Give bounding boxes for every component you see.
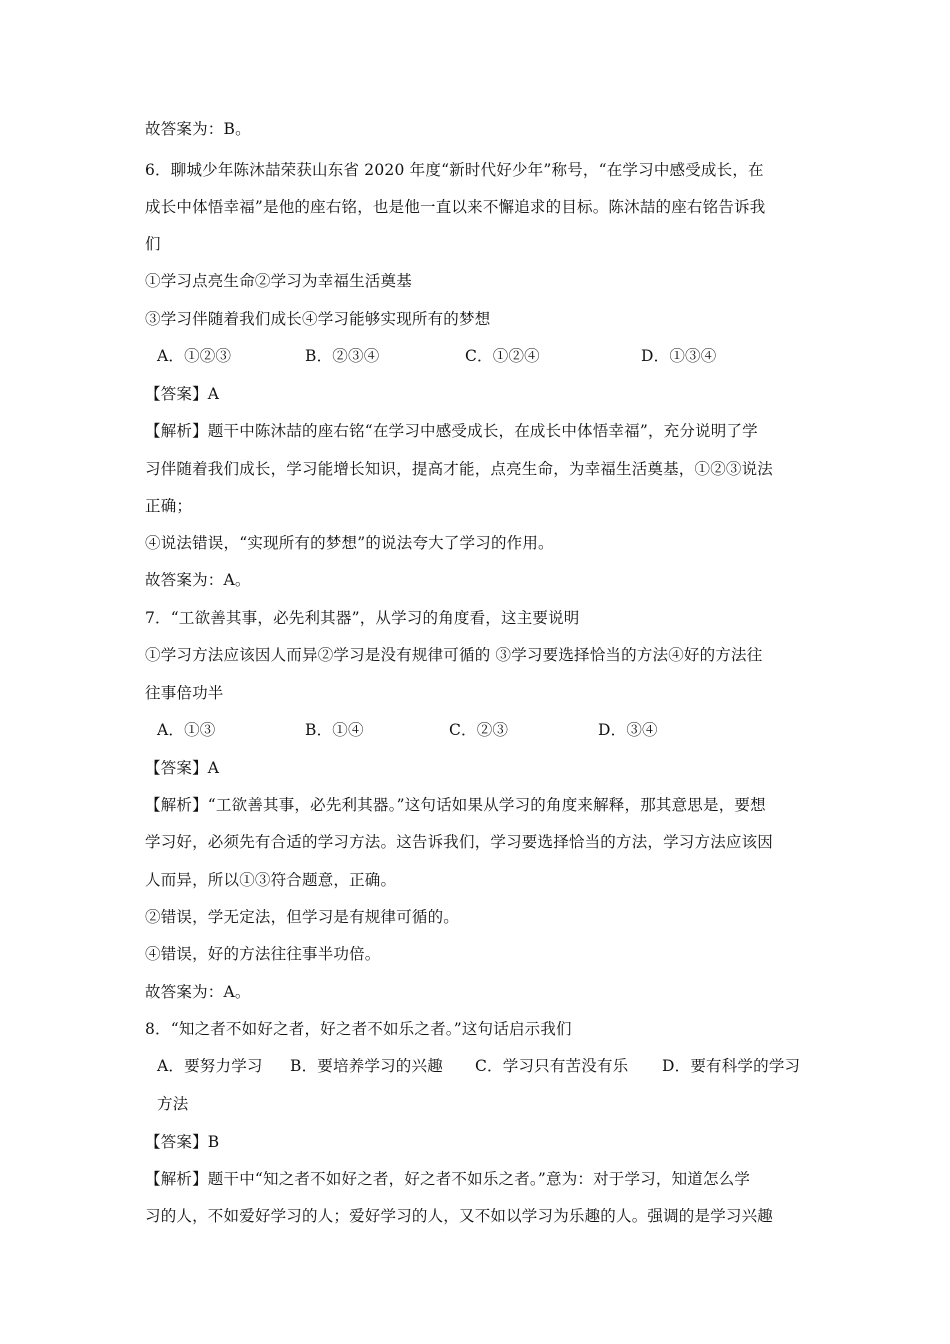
answer-conclusion-q7: 故答案为：A。: [145, 983, 251, 1001]
question-6-analysis-line-3: 正确；: [145, 497, 193, 515]
answer-conclusion-q5: 故答案为：B。: [145, 120, 251, 138]
question-7-option-b: B．①④: [305, 721, 364, 739]
question-6-statement-3-4: ③学习伴随着我们成长④学习能够实现所有的梦想: [145, 310, 491, 328]
question-8-analysis-line-1: 【解析】题干中“知之者不如好之者，好之者不如乐之者。”意为：对于学习，知道怎么学: [145, 1170, 751, 1188]
question-8-option-b: B．要培养学习的兴趣: [290, 1057, 443, 1075]
question-8-analysis-line-2: 习的人，不如爱好学习的人；爱好学习的人，又不如以学习为乐趣的人。强调的是学习兴趣: [145, 1207, 774, 1225]
question-6-analysis-line-4: ④说法错误，“实现所有的梦想”的说法夸大了学习的作用。: [145, 534, 554, 552]
question-6-statement-1-2: ①学习点亮生命②学习为幸福生活奠基: [145, 272, 412, 290]
answer-conclusion-q6: 故答案为：A。: [145, 571, 251, 589]
question-7-analysis-line-3: 人而异，所以①③符合题意，正确。: [145, 871, 397, 889]
question-6-option-d: D．①③④: [641, 347, 717, 365]
question-7-statements-line-2: 往事倍功半: [145, 684, 224, 702]
question-7-answer: 【答案】A: [145, 759, 220, 777]
question-6-stem-line-3: 们: [145, 235, 161, 253]
question-6-option-b: B．②③④: [305, 347, 380, 365]
question-7-analysis-line-1: 【解析】“工欲善其事，必先利其器。”这句话如果从学习的角度来解释，那其意思是，要想: [145, 796, 766, 814]
question-6-stem-line-2: 成长中体悟幸福”是他的座右铭，也是他一直以来不懈追求的目标。陈沐喆的座右铭告诉我: [145, 198, 766, 216]
question-8-option-c: C．学习只有苦没有乐: [475, 1057, 629, 1075]
question-7-analysis-line-2: 学习好，必须先有合适的学习方法。这告诉我们，学习要选择恰当的方法，学习方法应该因: [145, 833, 774, 851]
question-8-option-d: D．要有科学的学习: [662, 1057, 801, 1075]
question-6-option-a: A．①②③: [157, 347, 232, 365]
question-6-answer: 【答案】A: [145, 385, 220, 403]
question-8-option-d-continued: 方法: [157, 1095, 189, 1113]
question-7-analysis-line-5: ④错误，好的方法往往事半功倍。: [145, 945, 381, 963]
question-8-answer: 【答案】B: [145, 1133, 220, 1151]
question-7-stem: 7．“工欲善其事，必先利其器”，从学习的角度看，这主要说明: [145, 609, 580, 627]
question-7-option-d: D．③④: [598, 721, 658, 739]
question-6-analysis-line-1: 【解析】题干中陈沐喆的座右铭“在学习中感受成长，在成长中体悟幸福”，充分说明了学: [145, 422, 758, 440]
question-7-option-a: A．①③: [157, 721, 216, 739]
question-8-stem: 8．“知之者不如好之者，好之者不如乐之者。”这句话启示我们: [145, 1020, 572, 1038]
question-6-option-c: C．①②④: [465, 347, 540, 365]
question-8-option-a: A．要努力学习: [157, 1057, 263, 1075]
question-7-option-c: C．②③: [449, 721, 509, 739]
question-6-stem-line-1: 6．聊城少年陈沐喆荣获山东省 2020 年度“新时代好少年”称号，“在学习中感受成长，在: [145, 161, 764, 179]
question-6-analysis-line-2: 习伴随着我们成长，学习能增长知识，提高才能，点亮生命，为幸福生活奠基，①②③说法: [145, 460, 774, 478]
question-7-statements-line-1: ①学习方法应该因人而异②学习是没有规律可循的 ③学习要选择恰当的方法④好的方法往: [145, 646, 763, 664]
question-7-analysis-line-4: ②错误，学无定法，但学习是有规律可循的。: [145, 908, 460, 926]
